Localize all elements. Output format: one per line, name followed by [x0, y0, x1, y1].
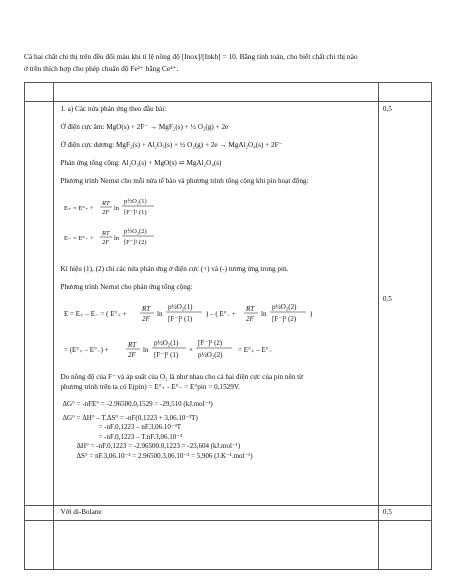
next-score-cell — [378, 506, 431, 521]
answer-content-cell — [54, 102, 378, 506]
svg-text:E = E₊ – E₋ = ( E°₊ +: E = E₊ – E₋ = ( E°₊ + — [64, 310, 128, 318]
conclusion-line-2: phương trình trên ta có E(pin) = E°₊ - E°₋ = E°pin = 0,1529V. — [60, 383, 240, 391]
nernst-overall-equation — [62, 300, 372, 366]
svg-text:): ) — [310, 310, 313, 318]
score-second: 0.5 — [382, 295, 392, 303]
svg-text:p½O₂(1): p½O₂(1) — [168, 303, 193, 311]
svg-text:p½O₂(2): p½O₂(2) — [124, 228, 148, 235]
score-third: 0.5 — [382, 508, 392, 516]
svg-text:2F: 2F — [102, 239, 110, 246]
cathode-reaction: Ở điện cực âm: MgO(s) + 2F⁻ → MgF₂(s) + ½ O₂(g) + 2e — [60, 123, 229, 131]
svg-text:p½O₂(2): p½O₂(2) — [272, 303, 297, 311]
section-heading: 1. a) Các nửa phản ứng theo đầu bài: — [60, 105, 167, 113]
thermo-calculations — [62, 400, 372, 461]
next-index-cell — [25, 506, 54, 521]
answer-row — [25, 102, 432, 506]
anode-reaction: Ở điện cực dương: MgF₂(s) + Al₂O₃(s) + ½ O₂(g) + 2e → MgAl₂O₄(s) + 2F⁻ — [60, 141, 283, 149]
header-cell-1 — [25, 83, 54, 102]
svg-text:2F: 2F — [128, 351, 137, 359]
svg-text:ln: ln — [261, 310, 267, 318]
answer-index-cell — [25, 102, 54, 506]
svg-text:) – ( E°₋ +: ) – ( E°₋ + — [206, 310, 237, 318]
svg-text:[F⁻]² (2): [F⁻]² (2) — [272, 315, 297, 323]
header-cell-3 — [378, 83, 431, 102]
overall-reaction: Phản ứng tổng cộng: Al₂O₃(s) + MgO(s) ⇌ MgAl₂O₄(s) — [60, 159, 222, 167]
next-content-cell — [54, 506, 378, 521]
next-row — [25, 506, 432, 521]
svg-text:RT: RT — [102, 200, 111, 207]
svg-text:RT: RT — [128, 341, 137, 349]
nernst-half-cell-equations — [62, 194, 372, 258]
svg-text:[F⁻]² (1): [F⁻]² (1) — [168, 315, 193, 323]
svg-text:ln: ln — [143, 346, 149, 354]
svg-text:[F⁻]² (1): [F⁻]² (1) — [124, 209, 147, 216]
svg-text:[F⁻]² (2): [F⁻]² (2) — [198, 339, 223, 347]
svg-text:p½O₂(1): p½O₂(1) — [154, 339, 179, 347]
svg-text:ln: ln — [157, 310, 163, 318]
svg-text:p½O₂(1): p½O₂(1) — [124, 198, 148, 205]
svg-text:×: × — [189, 346, 194, 354]
conclusion-line-1: Do nồng độ của F⁻ và áp suất của O₂ là như nhau cho cả hai điện cực của pin nên từ — [60, 373, 303, 381]
svg-text:RT: RT — [246, 305, 255, 313]
delta-s-line: ΔS° = nF.3,06.10⁻³ = 2.96500.3,06.10⁻³ = 5,906 (J.K⁻¹.mol⁻¹) — [76, 451, 253, 460]
delta-g-expansion: ΔG° = ΔH° – T.ΔS° = -nF(0,1223 + 3,06.10⁻³T) — [62, 413, 198, 422]
svg-text:E₋ = E°₋ +: E₋ = E°₋ + — [64, 235, 95, 242]
svg-text:= (E°₊ – E°₋) +: = (E°₊ – E°₋) + — [64, 346, 110, 354]
svg-text:[F⁻]² (2): [F⁻]² (2) — [124, 239, 147, 246]
svg-text:p½O₂(2): p½O₂(2) — [198, 351, 223, 359]
delta-h-line: ΔH° = -nF.0,1223 = -2.96500.0,1223 = -23,604 (kJ.mol⁻¹) — [76, 442, 241, 450]
answer-table — [24, 82, 432, 570]
svg-text:[F⁻]² (1): [F⁻]² (1) — [154, 351, 179, 359]
delta-g-line: ΔG° = -nFE° = -2.96500.0,1529 = -29,510 (kJ.mol⁻¹) — [62, 400, 213, 408]
symbols-note: Kí hiệu (1), (2) chỉ các nửa phản ứng ở điện cực (+) và (-) tương ứng trong pin. — [60, 265, 289, 273]
svg-text:ln: ln — [114, 205, 120, 212]
svg-text:= E°₊ – E°₋: = E°₊ – E°₋ — [238, 346, 273, 354]
score-cell — [378, 102, 431, 506]
intro-line-2: ở trên thích hợp cho phép chuẩn độ Fe²⁺ bằng Ce⁴⁺. — [24, 64, 179, 73]
intro-line-1: Cả hai chất chỉ thị trên đều đổi màu khi tỉ lệ nồng độ [Inox]/[Inkh] = 10. Bằng tính toán, cho biết chất chỉ thị nào — [24, 52, 358, 61]
delta-g-expansion-3: = -nF.0,1223 – T.nF.3,06.10⁻³ — [98, 432, 183, 441]
delta-g-expansion-2: = -nF.0,1223 – nF.3,06.10⁻³T — [98, 423, 181, 431]
intro-paragraph — [24, 51, 434, 75]
empty-row — [25, 521, 432, 570]
svg-text:E₊ = E°₊ +: E₊ = E°₊ + — [64, 205, 95, 212]
header-cell-2 — [54, 83, 378, 102]
svg-text:RT: RT — [102, 230, 111, 237]
nernst-overall-label: Phương trình Nernst cho phản ứng tổng cộng: — [60, 283, 193, 291]
score-first: 0,5 — [382, 105, 392, 113]
svg-text:2F: 2F — [102, 209, 110, 216]
svg-text:2F: 2F — [246, 315, 255, 323]
svg-text:ln: ln — [114, 235, 120, 242]
svg-text:RT: RT — [142, 305, 151, 313]
next-row-text: Với di-Bolane — [60, 508, 102, 516]
nernst-intro: Phương trình Nernst cho mỗi nửa tế bào và phương trình tổng cộng khi pin hoạt động: — [60, 177, 309, 185]
table-header-row — [25, 83, 432, 102]
svg-text:2F: 2F — [142, 315, 151, 323]
